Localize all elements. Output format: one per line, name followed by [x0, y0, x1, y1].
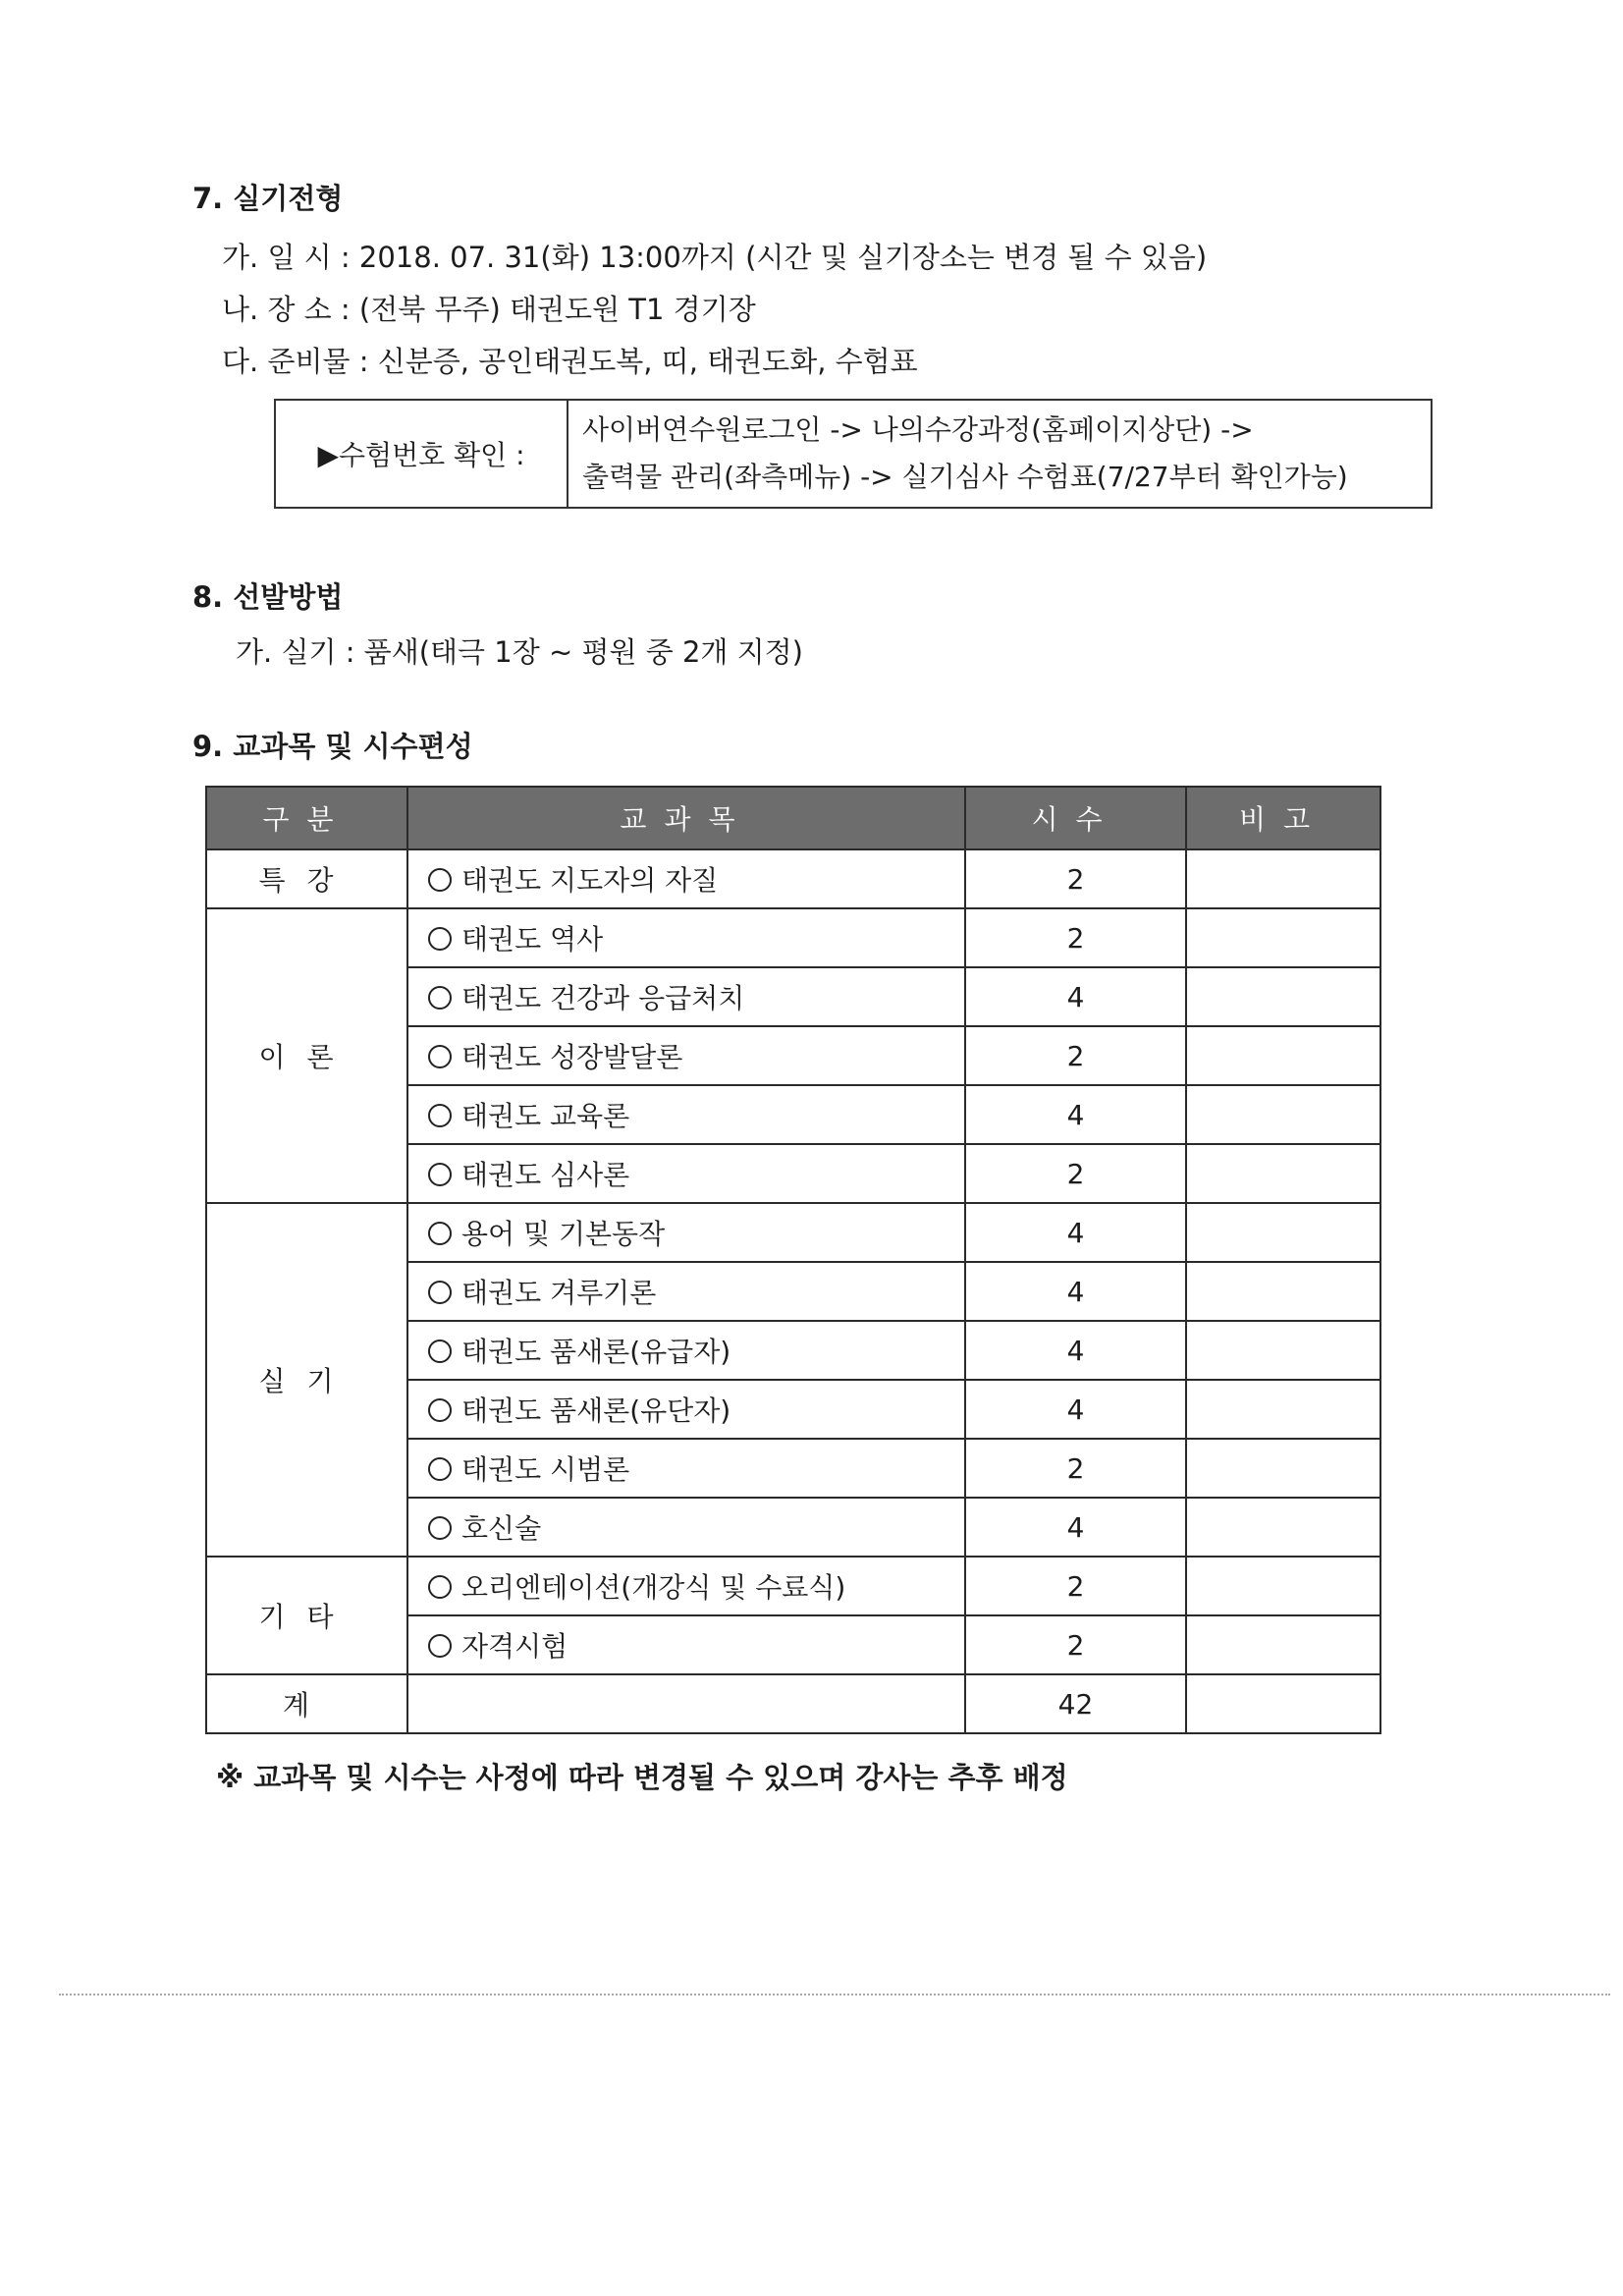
- exam-number-notice-box: [274, 399, 1433, 509]
- hours: 4: [965, 1380, 1186, 1439]
- total-remarks: [1186, 1674, 1380, 1733]
- category-practice: 실기: [206, 1203, 407, 1557]
- exam-date-value: 2018. 07. 31(화) 13:00까지 (시간 및 실기장소는 변경 될 수 있음): [358, 241, 1208, 274]
- footer-divider: [59, 1994, 1610, 1995]
- subject: 태권도 겨루기론: [461, 1277, 657, 1309]
- notice-text: [568, 401, 1431, 507]
- exam-prep-value: 신분증, 공인태권도복, 띠, 태권도화, 수험표: [377, 345, 918, 378]
- remarks: [1186, 1262, 1380, 1321]
- subject: 오리엔테이션(개강식 및 수료식): [461, 1571, 846, 1604]
- hours: 2: [965, 1439, 1186, 1498]
- subject: 태권도 시범론: [461, 1453, 630, 1486]
- circle-bullet-icon: [428, 1163, 452, 1186]
- remarks: [1186, 1557, 1380, 1615]
- circle-bullet-icon: [428, 1222, 452, 1245]
- total-hours: 42: [965, 1674, 1186, 1733]
- subject: 태권도 성장발달론: [461, 1041, 683, 1073]
- subject: 태권도 심사론: [461, 1159, 630, 1191]
- category-special: 특강: [206, 849, 407, 908]
- subject: 태권도 역사: [461, 923, 604, 956]
- total-row: [206, 1674, 1380, 1733]
- circle-bullet-icon: [428, 1575, 452, 1599]
- hours: 4: [965, 967, 1186, 1026]
- remarks: [1186, 908, 1380, 967]
- remarks: [1186, 967, 1380, 1026]
- hours: 4: [965, 1203, 1186, 1262]
- subject: 태권도 품새론(유단자): [461, 1394, 731, 1427]
- circle-bullet-icon: [428, 927, 452, 951]
- remarks: [1186, 1026, 1380, 1085]
- hours: 4: [965, 1262, 1186, 1321]
- remarks: [1186, 1321, 1380, 1380]
- exam-prep-line: [222, 340, 918, 380]
- subject: 호신술: [461, 1512, 542, 1545]
- circle-bullet-icon: [428, 1457, 452, 1481]
- circle-bullet-icon: [428, 1634, 452, 1658]
- category-total: 계: [206, 1674, 407, 1733]
- table-row: [206, 1203, 1380, 1262]
- remarks: [1186, 1439, 1380, 1498]
- remarks: [1186, 1498, 1380, 1557]
- subject: 태권도 지도자의 자질: [461, 864, 719, 897]
- hours: 2: [965, 849, 1186, 908]
- remarks: [1186, 849, 1380, 908]
- section7-title: 7. 실기전형: [192, 182, 344, 215]
- exam-place-value: (전북 무주) 태권도원 T1 경기장: [358, 293, 756, 326]
- subject: 태권도 품새론(유급자): [461, 1336, 731, 1368]
- remarks: [1186, 1085, 1380, 1144]
- header-category: 구분: [206, 787, 407, 849]
- circle-bullet-icon: [428, 1516, 452, 1540]
- hours: 2: [965, 1144, 1186, 1203]
- hours: 4: [965, 1321, 1186, 1380]
- exam-place-line: [222, 288, 756, 328]
- subject: 태권도 건강과 응급처치: [461, 982, 745, 1014]
- category-other: 기타: [206, 1557, 407, 1674]
- exam-date-line: [222, 236, 1207, 276]
- table-header-row: [206, 787, 1380, 849]
- header-subject: 교과목: [407, 787, 965, 849]
- subject: 자격시험: [461, 1630, 568, 1663]
- subject: 태권도 교육론: [461, 1100, 630, 1132]
- table-row: [206, 1557, 1380, 1615]
- header-hours: 시수: [965, 787, 1186, 849]
- header-remarks: 비고: [1186, 787, 1380, 849]
- exam-date-label: 가. 일 시 :: [222, 241, 351, 274]
- circle-bullet-icon: [428, 1398, 452, 1422]
- circle-bullet-icon: [428, 1104, 452, 1127]
- category-theory: 이론: [206, 908, 407, 1203]
- remarks: [1186, 1144, 1380, 1203]
- hours: 2: [965, 1557, 1186, 1615]
- table-row: [206, 849, 1380, 908]
- hours: 2: [965, 1026, 1186, 1085]
- remarks: [1186, 1203, 1380, 1262]
- circle-bullet-icon: [428, 868, 452, 892]
- total-subject-empty: [407, 1674, 965, 1733]
- hours: 4: [965, 1085, 1186, 1144]
- hours: 4: [965, 1498, 1186, 1557]
- section8-title: 8. 선발방법: [192, 580, 344, 614]
- exam-prep-label: 다. 준비물 :: [222, 345, 369, 378]
- circle-bullet-icon: [428, 1339, 452, 1363]
- curriculum-table: [205, 786, 1381, 1734]
- circle-bullet-icon: [428, 1281, 452, 1304]
- table-row: [206, 908, 1380, 967]
- circle-bullet-icon: [428, 986, 452, 1010]
- exam-place-label: 나. 장 소 :: [222, 293, 351, 326]
- notice-line-1: 사이버연수원로그인 -> 나의수강과정(홈페이지상단) ->: [582, 413, 1254, 446]
- curriculum-footnote: ※ 교과목 및 시수는 사정에 따라 변경될 수 있으며 강사는 추후 배정: [216, 1761, 1068, 1794]
- subject: 용어 및 기본동작: [461, 1218, 666, 1250]
- notice-label: ▶수험번호 확인 :: [276, 401, 568, 507]
- hours: 2: [965, 1615, 1186, 1674]
- remarks: [1186, 1615, 1380, 1674]
- hours: 2: [965, 908, 1186, 967]
- selection-method-item: 가. 실기 : 품새(태극 1장 ~ 평원 중 2개 지정): [236, 635, 803, 669]
- remarks: [1186, 1380, 1380, 1439]
- notice-line-2: 출력물 관리(좌측메뉴) -> 실기심사 수험표(7/27부터 확인가능): [582, 461, 1348, 493]
- section9-title: 9. 교과목 및 시수편성: [192, 730, 473, 763]
- circle-bullet-icon: [428, 1045, 452, 1068]
